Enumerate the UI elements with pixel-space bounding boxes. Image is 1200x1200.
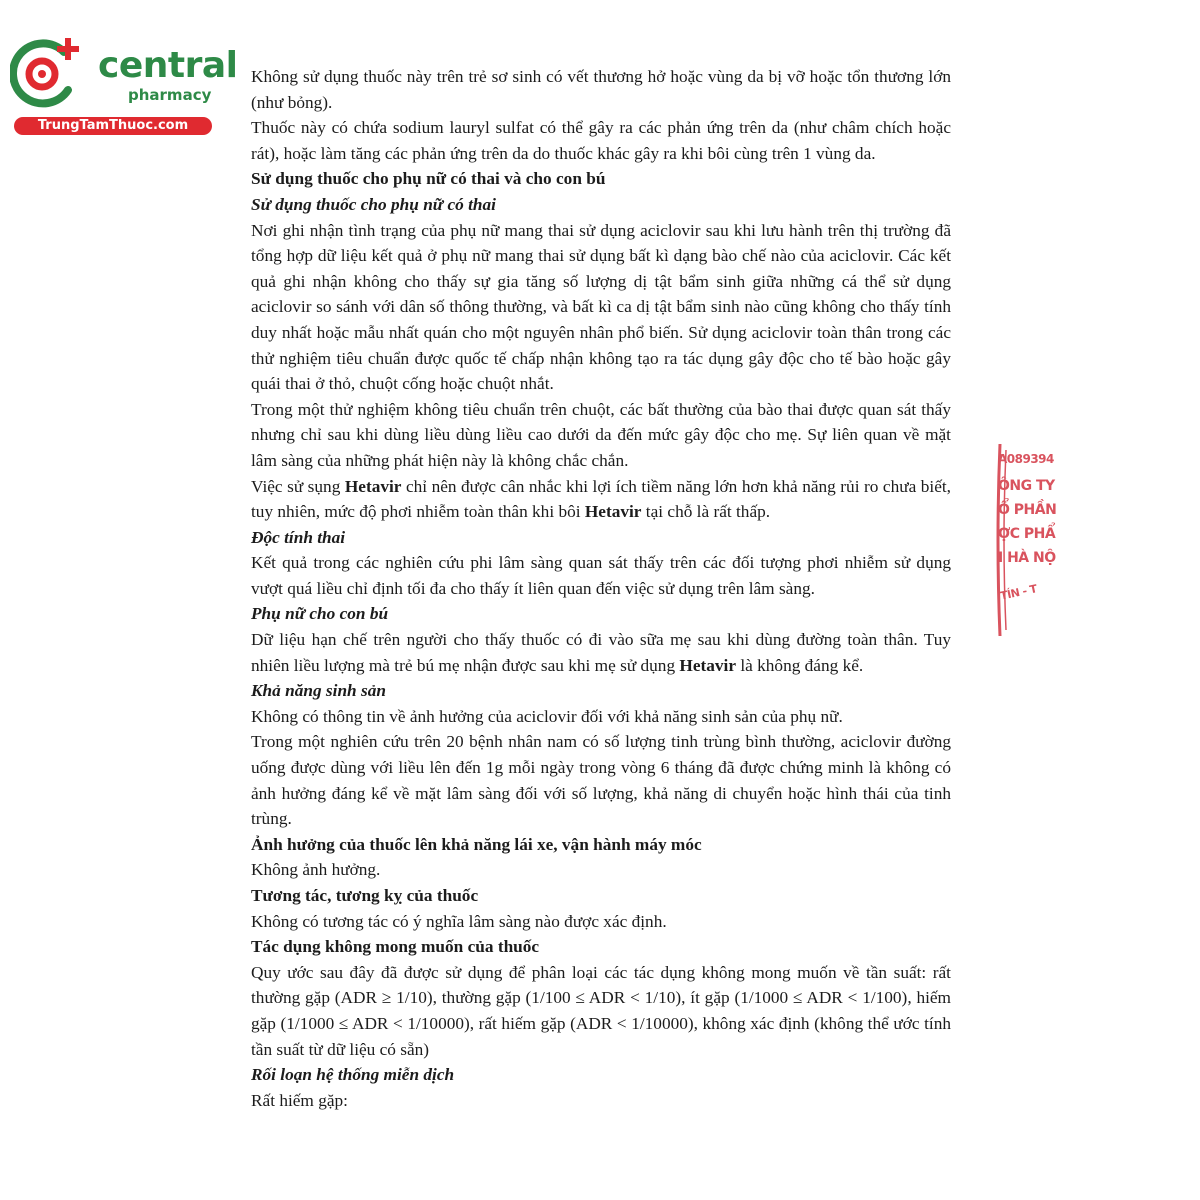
body-paragraph [251, 909, 951, 935]
section-heading [251, 832, 951, 858]
seal-text-line: ỢC PHẨ [998, 526, 1056, 542]
text-run: Tác dụng không mong muốn của thuốc [251, 937, 540, 957]
text-run: Rối loạn hệ thống miễn dịch [251, 1065, 455, 1085]
section-heading [251, 601, 951, 627]
product-name: Hetavir [679, 655, 737, 675]
section-heading [251, 934, 951, 960]
company-seal-stamp [990, 440, 1060, 640]
text-run: Khả năng sinh sản [251, 681, 386, 701]
text-run: Trong một thử nghiệm không tiêu chuẩn trên chuột, các bất thường của bào thai được quan sát thấy nhưng chỉ sau khi dùng liều dùng liều cao dưới da đến mức gây độc cho mẹ. Sự liên quan về mặt lâm sàng của những phát hiện này là không chắc chắn. [251, 399, 951, 470]
text-run: Dữ liệu hạn chế trên người cho thấy thuốc có đi vào sữa mẹ sau khi dùng đường toàn thân. Tuy nhiên liều lượng mà trẻ bú mẹ nhận được sau khi mẹ sử dụng [251, 630, 951, 675]
logo-website: TrungTamThuoc.com [14, 117, 212, 135]
section-heading [251, 1062, 951, 1088]
text-run: tại chỗ là rất thấp. [641, 502, 771, 522]
text-run: Quy ước sau đây đã được sử dụng để phân loại các tác dụng không mong muốn về tần suất: rất thường gặp (ADR ≥ 1/10), thường gặp (1/100 ≤ ADR < 1/10), ít gặp (1/1000 ≤ ADR < 1/100), hiếm gặp (1/1000 ≤ ADR < 1/10000), rất hiếm gặp (ADR < 1/10000), không xác định (không thể ước tính tần suất từ dữ liệu có sẵn) [251, 962, 951, 1059]
body-paragraph [251, 64, 951, 115]
logo-subtitle: pharmacy [128, 86, 212, 104]
seal-text-line: ÔNG TY [998, 478, 1055, 494]
text-run: Không có tương tác có ý nghĩa lâm sàng nào được xác định. [251, 911, 667, 931]
product-name: Hetavir [584, 502, 642, 522]
text-run: Không sử dụng thuốc này trên trẻ sơ sinh có vết thương hở hoặc vùng da bị vỡ hoặc tổn thương lớn (như bỏng). [251, 67, 951, 112]
central-pharmacy-logo [10, 38, 238, 138]
body-paragraph [251, 1088, 951, 1114]
seal-text-line: TÍN - T [999, 582, 1038, 603]
logo-brand-name: central [98, 45, 238, 86]
text-run: Nơi ghi nhận tình trạng của phụ nữ mang thai sử dụng aciclovir sau khi lưu hành trên thị trường đã tổng hợp dữ liệu kết quả ở phụ nữ mang thai sử dụng bất kì dạng bào chế nào của aciclovir. Các kết quả ghi nhận không cho thấy sự gia tăng số lượng dị tật bẩm sinh giữa những cá thể sử dụng aciclovir so sánh với dân số thông thường, và bất kì ca dị tật bẩm sinh nào cũng không cho thấy tính duy nhất hoặc mẫu nhất quán cho một nguyên nhân phổ biến. Sử dụng aciclovir toàn thân trong các thử nghiệm tiêu chuẩn được quốc tế chấp nhận không tạo ra tác dụng gây độc cho tế bào hoặc gây quái thai ở thỏ, chuột cống hoặc chuột nhắt. [251, 220, 951, 394]
body-paragraph [251, 550, 951, 601]
section-heading [251, 166, 951, 192]
text-run: Phụ nữ cho con bú [251, 604, 389, 624]
text-run: Không ảnh hưởng. [251, 860, 381, 880]
section-heading [251, 678, 951, 704]
text-run: Ảnh hưởng của thuốc lên khả năng lái xe, vận hành máy móc [251, 834, 702, 854]
text-run: là không đáng kể. [736, 655, 864, 675]
body-paragraph [251, 704, 951, 730]
text-run: Không có thông tin về ảnh hưởng của aciclovir đối với khả năng sinh sản của phụ nữ. [251, 706, 843, 726]
text-run: Sử dụng thuốc cho phụ nữ có thai và cho con bú [251, 169, 606, 189]
body-paragraph [251, 857, 951, 883]
text-run: Rất hiếm gặp: [251, 1090, 348, 1110]
text-run: Sử dụng thuốc cho phụ nữ có thai [251, 194, 496, 214]
body-paragraph [251, 627, 951, 678]
product-name: Hetavir [344, 476, 402, 496]
text-run: Tương tác, tương kỵ của thuốc [251, 886, 479, 905]
body-paragraph [251, 474, 951, 525]
text-run: Thuốc này có chứa sodium lauryl sulfat có thể gây ra các phản ứng trên da (như châm chích hoặc rát), hoặc làm tăng các phản ứng trên da do thuốc khác gây ra khi bôi cùng trên 1 vùng da. [251, 118, 951, 163]
text-run: Trong một nghiên cứu trên 20 bệnh nhân nam có số lượng tinh trùng bình thường, aciclovir đường uống được dùng với liều lên đến 1g mỗi ngày trong vòng 6 tháng đã được chứng minh là không có ảnh hưởng đáng kể về mặt lâm sàng đối với số lượng, khả năng di chuyển hoặc hình thái của tinh trùng. [251, 732, 951, 829]
seal-text-line: A089394 [998, 452, 1054, 466]
text-run: Việc sử sụng [251, 476, 345, 496]
seal-text-line: I HÀ NỘ [998, 550, 1056, 566]
text-run: Độc tính thai [251, 527, 346, 547]
seal-text-line: Ổ PHẦN [998, 502, 1057, 518]
section-heading [251, 192, 951, 218]
section-heading [251, 525, 951, 551]
body-paragraph [251, 397, 951, 474]
body-paragraph [251, 218, 951, 397]
section-heading [251, 883, 951, 909]
body-paragraph [251, 115, 951, 166]
text-run: Kết quả trong các nghiên cứu phi lâm sàng quan sát thấy trên các đối tượng phơi nhiễm sử dụng vượt quá liều chỉ định tối đa cho thấy ít liên quan đến việc sử dụng trên lâm sàng. [251, 553, 951, 598]
text-run: chỉ nên được cân nhắc khi lợi ích tiềm năng lớn hơn khả năng rủi ro chưa biết, tuy nhiên, mức độ phơi nhiễm toàn thân khi bôi [251, 476, 951, 522]
body-paragraph [251, 729, 951, 831]
pharmacy-logo-icon [10, 38, 82, 110]
document-body [251, 64, 951, 1113]
body-paragraph [251, 960, 951, 1062]
